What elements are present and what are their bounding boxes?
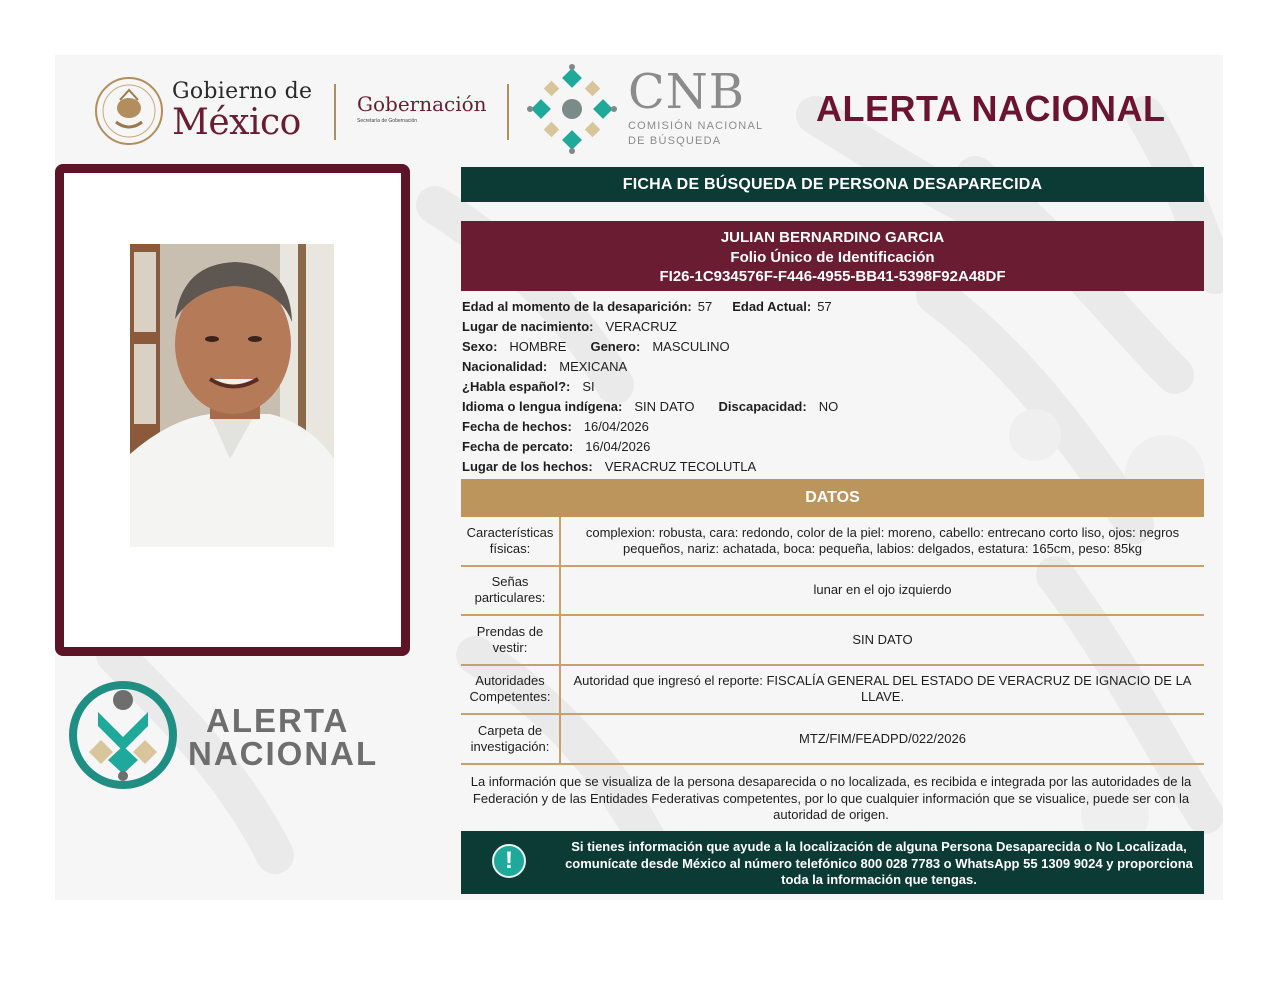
datos-value: complexion: robusta, cara: redondo, color de la piel: moreno, cabello: entrecano corto liso, ojos: negros pequeños, nariz: achatada, boca: pequeña, labios: delgados, estatura: 165cm, peso: 85kg — [585, 524, 1180, 556]
info-row-idioma — [462, 397, 838, 417]
info-row-edad — [462, 297, 838, 317]
folio-number: FI26-1C934576F-F446-4955-BB41-5398F92A48DF — [659, 268, 1006, 285]
alerta-nacional-emblem-icon — [68, 680, 178, 790]
datos-label: Señas particulares: — [461, 567, 561, 615]
fecha-hechos-label: Fecha de hechos: — [462, 419, 572, 434]
info-row-lugar-nacimiento — [462, 317, 838, 337]
info-row-habla-espanol — [462, 377, 838, 397]
edad-value: 57 — [697, 299, 713, 314]
datos-value: SIN DATO — [852, 631, 913, 647]
discapacidad-label: Discapacidad: — [718, 399, 807, 414]
datos-value: MTZ/FIM/FEADPD/022/2026 — [799, 730, 966, 746]
genero-value: MASCULINO — [652, 339, 730, 354]
datos-label: Prendas de vestir: — [461, 616, 561, 664]
gobierno-line1: Gobierno de — [172, 79, 313, 104]
person-name: JULIAN BERNARDINO GARCIA — [720, 229, 945, 246]
gobernacion-sublabel: Secretaría de Gobernación — [357, 118, 418, 124]
disclaimer-text: La información que se visualiza de la persona desaparecida o no localizada, es recibida e integrada por las autoridades de la Federación y de las Entidades Federativas competentes, por lo que cualquier información que se visualice, puede ser con la autoridad de origen. — [470, 774, 1192, 822]
info-row-sexo — [462, 337, 838, 357]
fecha-percato-label: Fecha de percato: — [462, 439, 574, 454]
cnb-emblem-icon — [526, 63, 618, 155]
lugar-hechos-value: VERACRUZ TECOLUTLA — [604, 459, 757, 474]
datos-title-bar: DATOS — [461, 479, 1204, 517]
cnb-acronym: CNB — [628, 64, 745, 120]
sexo-label: Sexo: — [462, 339, 498, 354]
gobernacion-logo — [357, 92, 487, 124]
gobierno-mexico-logo — [172, 80, 322, 142]
cnb-name-line2: DE BÚSQUEDA — [628, 135, 722, 147]
edad-label: Edad al momento de la desaparición: — [462, 299, 692, 314]
lugar-nacimiento-value: VERACRUZ — [605, 319, 677, 334]
edad-actual-value: 57 — [817, 299, 832, 314]
mexico-seal-icon — [94, 76, 164, 146]
idioma-value: SIN DATO — [634, 399, 695, 414]
info-row-fecha-hechos — [462, 417, 838, 437]
nacionalidad-label: Nacionalidad: — [462, 359, 548, 374]
exclamation-icon: ! — [492, 844, 526, 878]
table-row — [461, 715, 1204, 765]
info-row-fecha-percato — [462, 437, 838, 457]
info-row-lugar-hechos — [462, 457, 838, 477]
folio-label: Folio Único de Identificación — [730, 248, 935, 266]
table-row — [461, 666, 1204, 716]
person-identification-bar — [461, 221, 1204, 291]
alerta-nacional-title: ALERTA NACIONAL — [816, 88, 1166, 129]
logo-line2: NACIONAL — [188, 735, 379, 772]
gobernacion-label: Gobernación — [357, 92, 487, 116]
idioma-label: Idioma o lengua indígena: — [462, 399, 623, 414]
logo-line1: ALERTA — [206, 702, 350, 739]
cnb-logo — [628, 66, 763, 148]
missing-person-photo — [130, 244, 334, 547]
datos-label: Características físicas: — [461, 517, 561, 565]
person-info-list — [462, 297, 838, 477]
datos-table — [461, 517, 1204, 765]
header-divider — [334, 84, 336, 140]
nacionalidad-value: MEXICANA — [559, 359, 628, 374]
fecha-percato-value: 16/04/2026 — [585, 439, 651, 454]
contact-bar — [461, 831, 1204, 894]
table-row — [461, 616, 1204, 666]
discapacidad-value: NO — [818, 399, 839, 414]
info-row-nacionalidad — [462, 357, 838, 377]
gobierno-line2: México — [172, 102, 301, 143]
lugar-nacimiento-label: Lugar de nacimiento: — [462, 319, 594, 334]
ficha-title-bar: FICHA DE BÚSQUEDA DE PERSONA DESAPARECIDA — [461, 167, 1204, 202]
table-row — [461, 567, 1204, 617]
fecha-hechos-value: 16/04/2026 — [583, 419, 649, 434]
datos-label: Autoridades Competentes: — [461, 666, 561, 714]
lugar-hechos-label: Lugar de los hechos: — [462, 459, 593, 474]
alerta-nacional-logo-text — [188, 704, 378, 770]
datos-label: Carpeta de investigación: — [461, 715, 561, 763]
contact-message: Si tienes información que ayude a la localización de alguna Persona Desaparecida o No Localizada, comunícate desde México al número telefónico 800 028 7783 o WhatsApp 55 1309 9024 y proporciona toda la información que tengas. — [565, 839, 1193, 887]
sexo-value: HOMBRE — [509, 339, 567, 354]
datos-value: Autoridad que ingresó el reporte: FISCALÍA GENERAL DEL ESTADO DE VERACRUZ DE IGNACIO DE LA LLAVE. — [573, 673, 1192, 705]
habla-espanol-value: SI — [582, 379, 595, 394]
table-row — [461, 517, 1204, 567]
genero-label: Genero: — [590, 339, 641, 354]
cnb-name-line1: COMISIÓN NACIONAL — [628, 120, 764, 132]
datos-value: lunar en el ojo izquierdo — [813, 582, 952, 598]
edad-actual-label: Edad Actual: — [732, 299, 812, 314]
header-divider — [507, 84, 509, 140]
habla-espanol-label: ¿Habla español?: — [462, 379, 571, 394]
